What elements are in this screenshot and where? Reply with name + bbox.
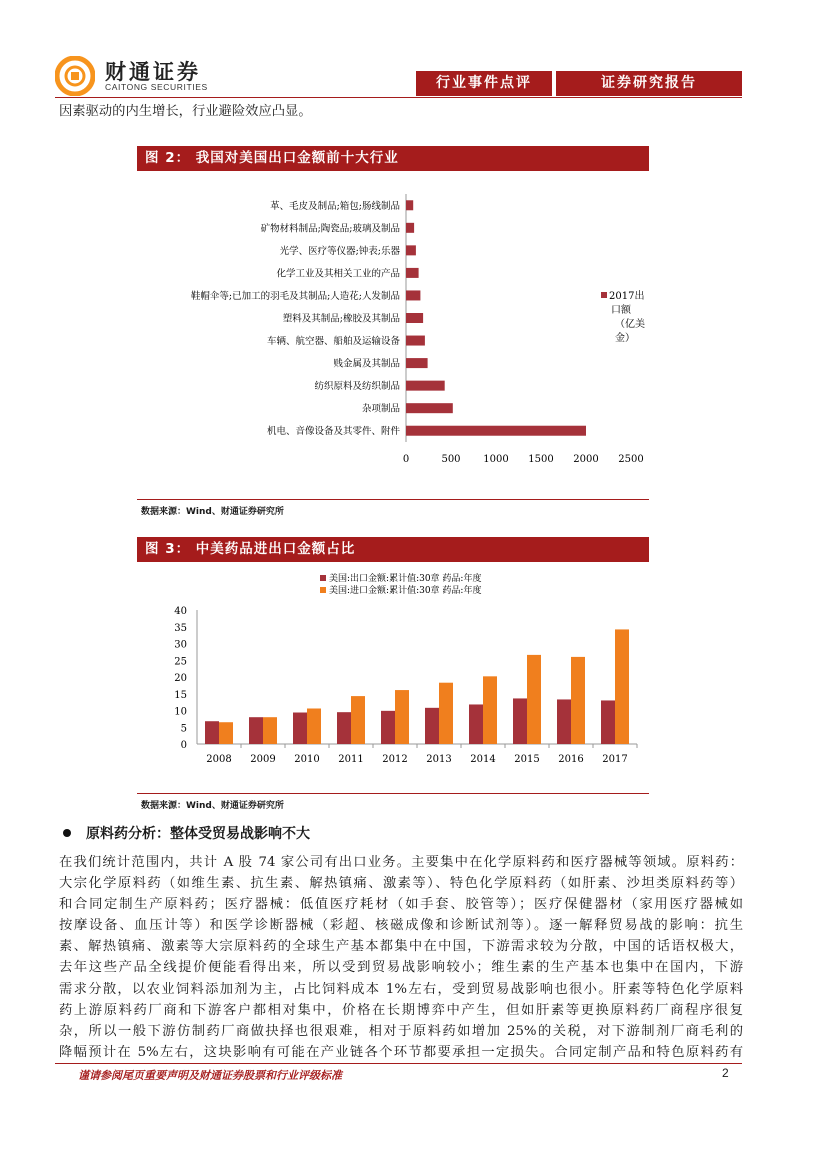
body-line: 降幅预计在 5%左右，这块影响有可能在产业链各个环节都要承担一定损失。合同定制产品和特色原料药有 [59, 1044, 743, 1060]
logo-english-name: CAITONG SECURITIES [105, 82, 208, 92]
import-bar [395, 690, 409, 744]
category-label: 光学、医疗等仪器;钟表;乐器 [279, 245, 400, 257]
export-bar [513, 698, 527, 744]
y-tick-label: 15 [174, 689, 187, 701]
export-bar [337, 712, 351, 744]
x-tick-label: 2012 [382, 754, 408, 765]
body-line: 素、解热镇痛、激素等大宗原料药的全球生产基本都集中在中国，下游需求较为分散，中国的话语权极大， [59, 939, 743, 955]
x-tick-label: 2017 [602, 754, 628, 765]
footer-disclaimer: 谨请参阅尾页重要声明及财通证券股票和行业评级标准 [78, 1069, 342, 1082]
export-bar [205, 721, 219, 744]
y-tick-label: 35 [174, 622, 187, 634]
footer-divider [55, 1063, 742, 1064]
x-tick-label: 2009 [250, 754, 276, 765]
body-line: 按摩设备、血压计等）和医学诊断器械（彩超、核磁成像和诊断试剂等）。逐一解释贸易战的影响：抗生 [59, 918, 743, 934]
category-label: 车辆、航空器、船舶及运输设备 [266, 336, 400, 348]
x-tick-label: 2013 [426, 754, 452, 765]
import-bar [263, 717, 277, 744]
import-bar [307, 708, 321, 744]
bar [406, 290, 420, 300]
company-logo [55, 52, 255, 96]
x-tick-label: 500 [441, 454, 461, 465]
x-tick-label: 2011 [338, 754, 364, 765]
x-tick-label: 2014 [470, 754, 496, 765]
export-bar [249, 717, 263, 744]
y-tick-label: 5 [180, 723, 187, 735]
header-divider [55, 97, 742, 98]
bar [406, 223, 414, 233]
y-tick-label: 0 [180, 740, 187, 751]
page-number: 2 [722, 1066, 729, 1080]
body-line: 大宗化学原料药（如维生素、抗生素、解热镇痛、激素等）、特色化学原料药（如肝素、沙坦类原料药等） [59, 876, 743, 892]
bar [406, 336, 425, 346]
bar [406, 381, 445, 391]
import-bar [439, 683, 453, 744]
body-line: 需求分散，以农业饲料添加剂为主，占比饲料成本 1%左右，受到贸易战影响也很小。肝素等特色化学原料 [59, 981, 743, 997]
export-bar [425, 708, 439, 744]
x-tick-label: 2008 [206, 754, 232, 765]
category-label: 机电、音像设备及其零件、附件 [266, 426, 400, 438]
import-bar [571, 657, 585, 744]
section-heading: 原料药分析：整体受贸易战影响不大 [86, 826, 310, 842]
category-label: 鞋帽伞等;已加工的羽毛及其制品;人造花;人发制品 [190, 290, 400, 302]
category-label: 杂项制品 [361, 403, 400, 415]
body-line: 在我们统计范围内，共计 A 股 74 家公司有出口业务。主要集中在化学原料药和医疗器械等领域。原料药： [59, 855, 743, 870]
legend-label: 2017出 [609, 291, 645, 302]
figure3-chart [137, 572, 649, 772]
legend-label: 美国:进口金额:累计值:30章 药品:年度 [329, 586, 482, 596]
import-bar [219, 722, 233, 744]
category-label: 化学工业及其相关工业的产品 [276, 268, 400, 280]
export-bar [381, 711, 395, 744]
y-tick-label: 40 [174, 606, 187, 617]
figure2-source: 数据来源：Wind、财通证券研究所 [141, 507, 284, 517]
export-bar [293, 713, 307, 744]
export-bar [557, 699, 571, 744]
legend-label: （亿美 [615, 319, 645, 330]
legend-label: 美国:出口金额:累计值:30章 药品:年度 [329, 574, 482, 584]
intro-paragraph: 因素驱动的内生增长，行业避险效应凸显。 [59, 104, 312, 119]
figure2-chart [137, 180, 649, 480]
logo-chinese-name: 财通证券 [105, 60, 201, 84]
figure2-title: 图 2： 我国对美国出口金额前十大行业 [137, 146, 649, 171]
report-type-tag: 证券研究报告 [556, 71, 742, 96]
y-tick-label: 10 [174, 706, 187, 718]
x-tick-label: 2500 [618, 454, 644, 465]
category-label: 贱金属及其制品 [333, 358, 400, 370]
x-tick-label: 2010 [294, 754, 320, 765]
category-label: 矿物材料制品;陶瓷品;玻璃及制品 [260, 223, 400, 235]
x-tick-label: 0 [402, 454, 410, 465]
x-tick-label: 2000 [573, 454, 599, 465]
legend-swatch [320, 587, 326, 593]
legend-label: 口额 [611, 305, 631, 316]
body-line: 去年这些产品全线提价便能看得出来，所以受到贸易战影响较小；维生素的生产基本也集中在国内，下游 [59, 960, 743, 976]
bar [406, 245, 416, 255]
legend-label: 金） [615, 333, 635, 344]
import-bar [527, 655, 541, 744]
figure2-divider [137, 499, 649, 500]
category-label: 塑料及其制品;橡胶及其制品 [282, 313, 400, 325]
bar [406, 426, 586, 436]
bar [406, 403, 453, 413]
bar [406, 268, 419, 278]
legend-swatch [320, 575, 326, 581]
export-bar [601, 700, 615, 744]
x-tick-label: 1500 [528, 454, 554, 465]
import-bar [351, 696, 365, 744]
body-line: 杂，所以一般下游仿制药厂商做抉择也很艰难，相对于原料药如增加 25%的关税，对下游制剂厂商毛利的 [59, 1023, 743, 1039]
export-bar [469, 704, 483, 744]
section-body [59, 852, 743, 1063]
y-tick-label: 25 [174, 656, 187, 668]
x-tick-label: 2015 [514, 754, 540, 765]
import-bar [615, 629, 629, 744]
figure3-divider [137, 793, 649, 794]
bar [406, 358, 428, 368]
bar [406, 200, 413, 210]
body-line: 和合同定制生产原料药；医疗器械：低值医疗耗材（如手套、胶管等）；医疗保健器材（家用医疗器械如 [59, 897, 743, 913]
body-line: 药上游原料药厂商和下游客户都相对集中，价格在长期博弈中产生，但如肝素等更换原料药厂商程序很复 [59, 1002, 743, 1018]
legend-swatch [601, 292, 607, 298]
report-category-tag: 行业事件点评 [416, 71, 552, 96]
bullet-icon [63, 829, 71, 837]
category-label: 革、毛皮及制品;箱包;肠线制品 [270, 200, 400, 212]
figure3-source: 数据来源：Wind、财通证券研究所 [141, 801, 284, 811]
bar [406, 313, 423, 323]
x-tick-label: 1000 [483, 454, 509, 465]
logo-coin-icon [55, 56, 95, 96]
y-tick-label: 20 [174, 673, 187, 684]
x-tick-label: 2016 [558, 754, 584, 765]
y-tick-label: 30 [174, 639, 187, 651]
figure3-title: 图 3： 中美药品进出口金额占比 [137, 537, 649, 562]
category-label: 纺织原料及纺织制品 [314, 381, 400, 393]
import-bar [483, 676, 497, 744]
